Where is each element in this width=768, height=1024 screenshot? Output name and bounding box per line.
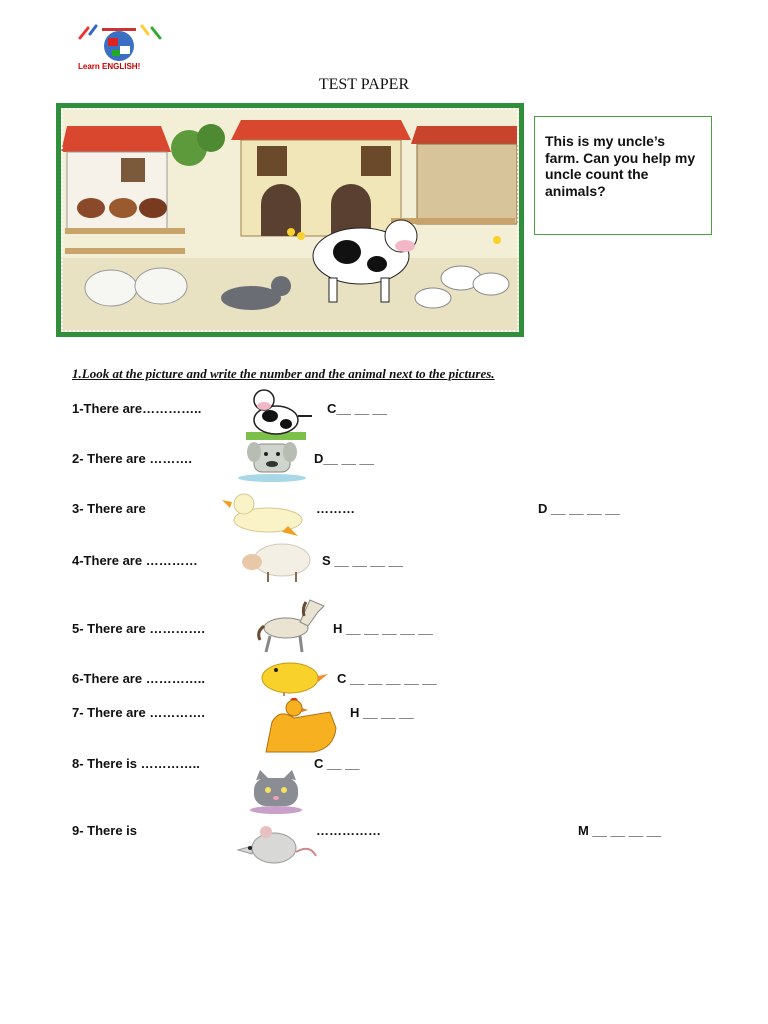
question-6-prompt: 6-There are ………….. (72, 671, 205, 686)
page-title: TEST PAPER (318, 76, 410, 93)
exercise-instruction: 1.Look at the picture and write the number and the animal next to the pictures. (72, 366, 495, 381)
question-1-prompt: 1-There are………….. (72, 401, 202, 416)
sheep-icon (238, 540, 314, 589)
question-7-prompt: 7- There are …………. (72, 705, 205, 720)
question-9-blank: …………… (316, 823, 381, 838)
question-7-hint: H __ __ __ (350, 705, 414, 720)
question-5-prompt: 5- There are …………. (72, 621, 205, 636)
horse-icon (256, 596, 330, 659)
question-5-hint: H __ __ __ __ __ (333, 621, 433, 636)
duck-icon (222, 490, 308, 543)
question-3-hint: D __ __ __ __ (538, 501, 620, 516)
question-3-prompt: 3- There are (72, 501, 146, 516)
question-8-hint: C __ __ (314, 756, 360, 771)
chick-icon (256, 652, 328, 701)
question-4-prompt: 4-There are ………… (72, 553, 198, 568)
learn-english-logo (72, 24, 166, 76)
question-8-prompt: 8- There is ………….. (72, 756, 200, 771)
question-3-blank: ……… (316, 501, 355, 516)
story-callout: This is my uncle’s farm. Can you help my uncle count the animals? (534, 116, 712, 235)
dog-icon (236, 436, 308, 489)
farm-illustration (56, 103, 524, 337)
question-9-hint: M __ __ __ __ (578, 823, 662, 838)
question-1-hint: C__ __ __ (327, 401, 387, 416)
logo-text: Learn ENGLISH! (78, 62, 141, 71)
question-4-hint: S __ __ __ __ (322, 553, 403, 568)
cat-icon (246, 770, 306, 819)
mouse-icon (236, 824, 318, 875)
question-2-prompt: 2- There are ………. (72, 451, 192, 466)
question-2-hint: D__ __ __ (314, 451, 374, 466)
question-6-hint: C __ __ __ __ __ (337, 671, 437, 686)
hen-icon (260, 698, 340, 761)
question-9-prompt: 9- There is (72, 823, 138, 838)
